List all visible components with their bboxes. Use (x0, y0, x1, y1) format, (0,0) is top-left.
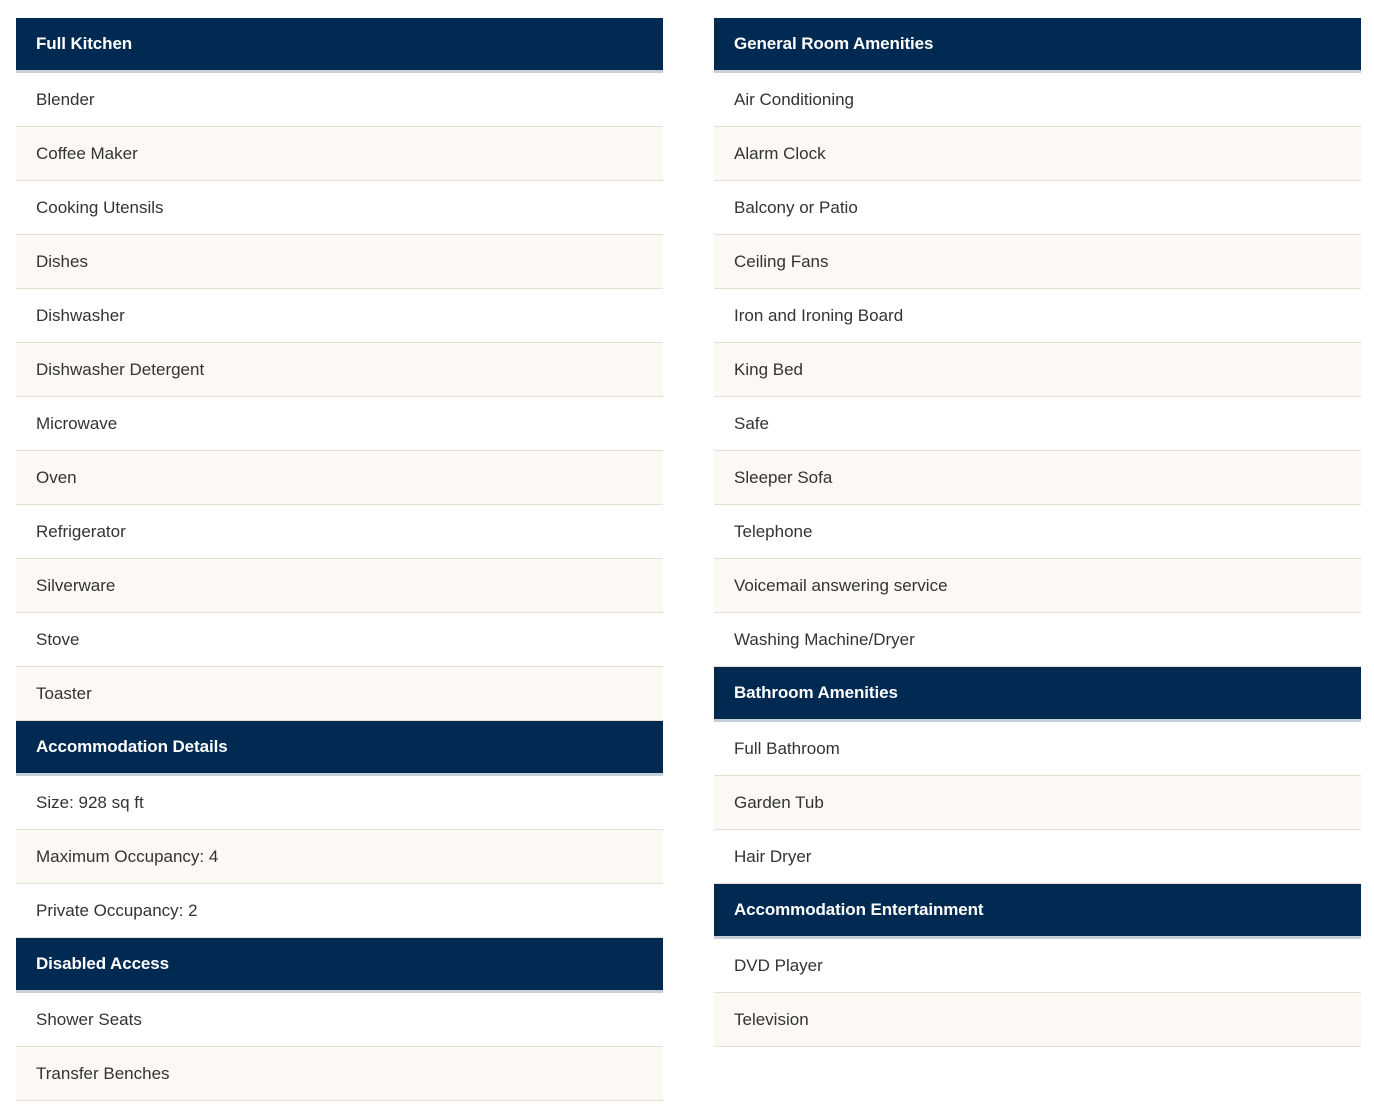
list-item: Ceiling Fans (714, 235, 1361, 289)
list-item: Garden Tub (714, 776, 1361, 830)
list-item: Private Occupancy: 2 (16, 884, 663, 938)
section-accommodation-entertainment (714, 884, 1361, 1047)
list-item: Iron and Ironing Board (714, 289, 1361, 343)
list-item: Telephone (714, 505, 1361, 559)
section-header: Accommodation Details (16, 721, 663, 776)
list-item: Cooking Utensils (16, 181, 663, 235)
list-item: Hair Dryer (714, 830, 1361, 884)
section-disabled-access (16, 938, 663, 1101)
list-item: Alarm Clock (714, 127, 1361, 181)
section-full-kitchen (16, 18, 663, 721)
list-item: Oven (16, 451, 663, 505)
section-bathroom-amenities (714, 667, 1361, 884)
list-item: Coffee Maker (16, 127, 663, 181)
section-header: Disabled Access (16, 938, 663, 993)
list-item: Washing Machine/Dryer (714, 613, 1361, 667)
list-item: Blender (16, 73, 663, 127)
list-item: Television (714, 993, 1361, 1047)
list-item: Maximum Occupancy: 4 (16, 830, 663, 884)
list-item: Stove (16, 613, 663, 667)
list-item: Size: 928 sq ft (16, 776, 663, 830)
list-item: Microwave (16, 397, 663, 451)
list-item: Transfer Benches (16, 1047, 663, 1101)
list-item: DVD Player (714, 939, 1361, 993)
list-item: Refrigerator (16, 505, 663, 559)
list-item: Dishwasher Detergent (16, 343, 663, 397)
list-item: Full Bathroom (714, 722, 1361, 776)
list-item: Sleeper Sofa (714, 451, 1361, 505)
list-item: Shower Seats (16, 993, 663, 1047)
list-item: Safe (714, 397, 1361, 451)
list-item: Balcony or Patio (714, 181, 1361, 235)
list-item: Silverware (16, 559, 663, 613)
section-header: Accommodation Entertainment (714, 884, 1361, 939)
section-header: Full Kitchen (16, 18, 663, 73)
section-header: General Room Amenities (714, 18, 1361, 73)
section-header: Bathroom Amenities (714, 667, 1361, 722)
list-item: Air Conditioning (714, 73, 1361, 127)
section-accommodation-details (16, 721, 663, 938)
list-item: Dishwasher (16, 289, 663, 343)
left-amenities-column (16, 18, 663, 1101)
list-item: Toaster (16, 667, 663, 721)
list-item: Dishes (16, 235, 663, 289)
right-amenities-column (714, 18, 1361, 1047)
section-general-room-amenities (714, 18, 1361, 667)
list-item: Voicemail answering service (714, 559, 1361, 613)
list-item: King Bed (714, 343, 1361, 397)
